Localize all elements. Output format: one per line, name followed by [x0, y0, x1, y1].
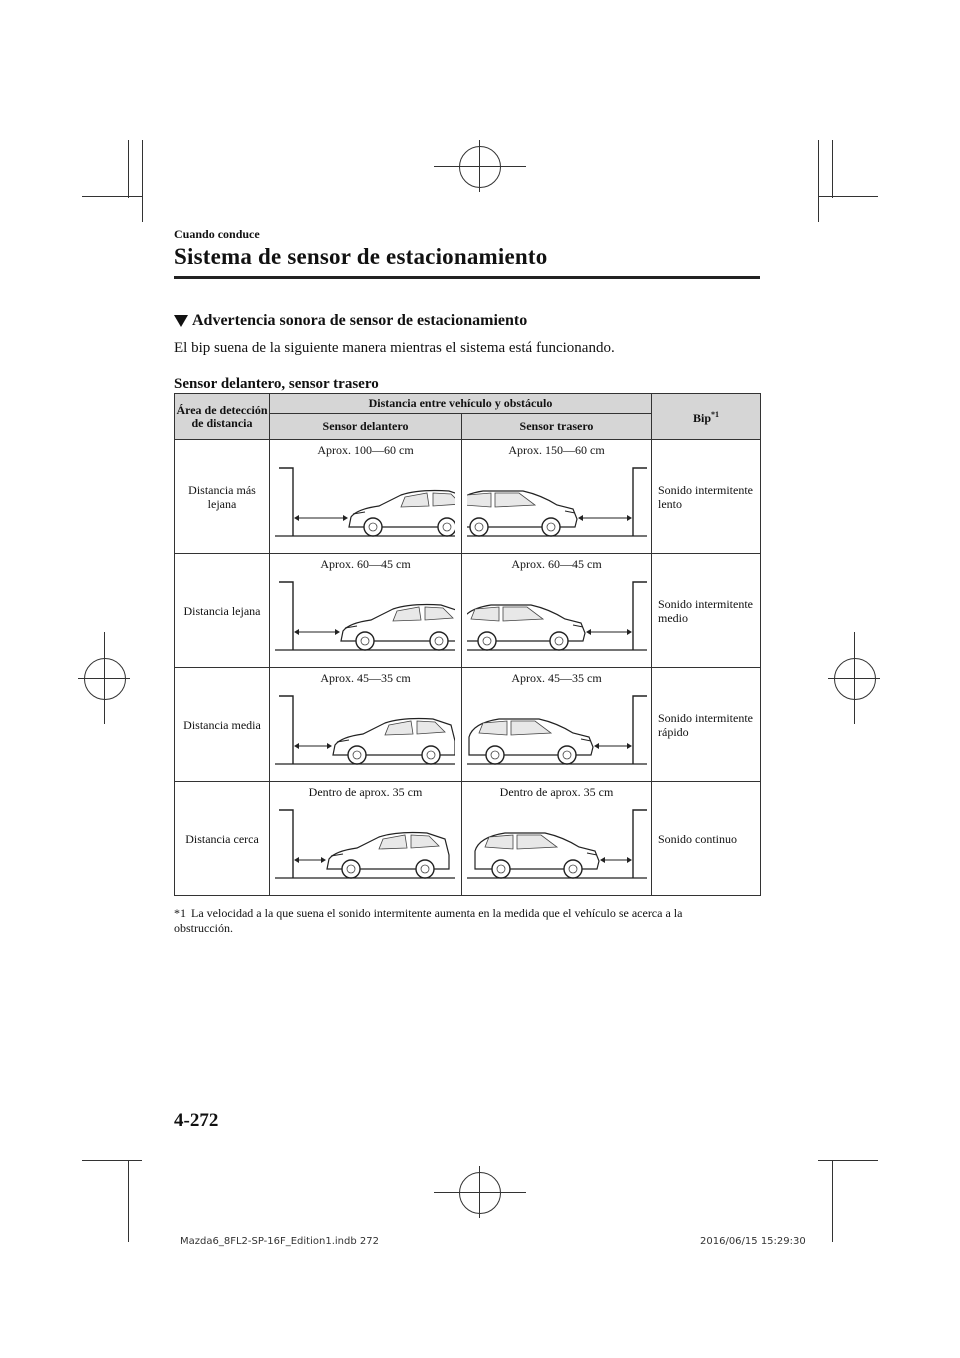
triangle-down-icon	[174, 315, 188, 327]
rear-sensor-diagram	[467, 462, 647, 548]
header-front: Sensor delantero	[270, 414, 462, 440]
beep-cell: Sonido intermitente rápido	[652, 668, 761, 782]
front-sensor-cell	[270, 668, 462, 782]
table-row	[175, 668, 761, 782]
obstacle-wall	[633, 810, 647, 878]
rear-sensor-cell	[462, 668, 652, 782]
car-illustration	[341, 605, 455, 651]
header-rear: Sensor trasero	[462, 414, 652, 440]
zone-cell: Distancia más lejana	[175, 440, 270, 554]
beep-cell: Sonido intermitente medio	[652, 554, 761, 668]
header-zone: Área de detección de distancia	[175, 394, 270, 440]
front-sensor-diagram	[275, 804, 455, 890]
header-beep-note: *1	[711, 410, 719, 419]
car-illustration	[349, 491, 455, 537]
table-row	[175, 440, 761, 554]
distance-arrow	[294, 515, 348, 521]
title-rule	[174, 276, 760, 279]
distance-arrow	[294, 629, 340, 635]
table-title: Sensor delantero, sensor trasero	[174, 376, 379, 392]
beep-cell: Sonido continuo	[652, 782, 761, 896]
distance-arrow	[294, 743, 332, 749]
rear-sensor-diagram	[467, 576, 647, 662]
rear-distance-label: Aprox. 150—60 cm	[508, 443, 605, 457]
front-distance-label: Aprox. 45—35 cm	[320, 671, 411, 685]
obstacle-wall	[633, 696, 647, 764]
front-distance-label: Dentro de aprox. 35 cm	[308, 785, 423, 799]
header-beep	[652, 394, 761, 440]
car-illustration	[467, 491, 577, 536]
front-distance-label: Aprox. 60—45 cm	[320, 557, 411, 571]
footnote-mark: *1	[174, 906, 186, 920]
subheading	[174, 312, 527, 330]
front-sensor-diagram	[275, 462, 455, 548]
zone-cell: Distancia cerca	[175, 782, 270, 896]
rear-sensor-diagram	[467, 690, 647, 776]
zone-cell: Distancia lejana	[175, 554, 270, 668]
rear-sensor-cell	[462, 554, 652, 668]
section-label: Cuando conduce	[174, 227, 260, 241]
front-sensor-diagram	[275, 690, 455, 776]
rear-distance-label: Aprox. 60—45 cm	[511, 557, 602, 571]
rear-sensor-cell	[462, 440, 652, 554]
subheading-text: Advertencia sonora de sensor de estacionamiento	[192, 312, 528, 329]
obstacle-wall	[279, 810, 293, 878]
obstacle-wall	[633, 582, 647, 650]
header-distance: Distancia entre vehículo y obstáculo	[270, 394, 652, 414]
print-file-info: Mazda6_8FL2-SP-16F_Edition1.indb 272	[180, 1236, 379, 1247]
table-row	[175, 554, 761, 668]
car-illustration	[469, 719, 593, 764]
beep-table	[174, 393, 761, 896]
beep-cell: Sonido intermitente lento	[652, 440, 761, 554]
obstacle-wall	[279, 582, 293, 650]
car-illustration	[333, 719, 455, 765]
rear-distance-label: Aprox. 45—35 cm	[511, 671, 602, 685]
distance-arrow	[594, 743, 632, 749]
car-illustration	[327, 833, 449, 879]
rear-sensor-diagram	[467, 804, 647, 890]
car-illustration	[467, 605, 585, 650]
rear-sensor-cell	[462, 782, 652, 896]
footnote	[174, 906, 734, 936]
distance-arrow	[586, 629, 632, 635]
rear-distance-label: Dentro de aprox. 35 cm	[499, 785, 614, 799]
front-sensor-cell	[270, 782, 462, 896]
header-beep-label: Bip	[692, 411, 711, 425]
intro-text: El bip suena de la siguiente manera mientras el sistema está funcionando.	[174, 340, 615, 356]
table-row	[175, 782, 761, 896]
distance-arrow	[578, 515, 632, 521]
front-sensor-cell	[270, 440, 462, 554]
page-number: 4-272	[174, 1110, 219, 1131]
distance-arrow	[600, 857, 632, 863]
distance-arrow	[294, 857, 326, 863]
front-sensor-diagram	[275, 576, 455, 662]
obstacle-wall	[633, 468, 647, 536]
obstacle-wall	[279, 696, 293, 764]
print-timestamp: 2016/06/15 15:29:30	[700, 1236, 806, 1247]
footnote-text: La velocidad a la que suena el sonido intermitente aumenta en la medida que el vehículo se acerca a la obstrucción.	[174, 906, 683, 935]
car-illustration	[475, 833, 599, 878]
obstacle-wall	[279, 468, 293, 536]
front-distance-label: Aprox. 100—60 cm	[317, 443, 414, 457]
page-title: Sistema de sensor de estacionamiento	[174, 244, 548, 269]
zone-cell: Distancia media	[175, 668, 270, 782]
front-sensor-cell	[270, 554, 462, 668]
